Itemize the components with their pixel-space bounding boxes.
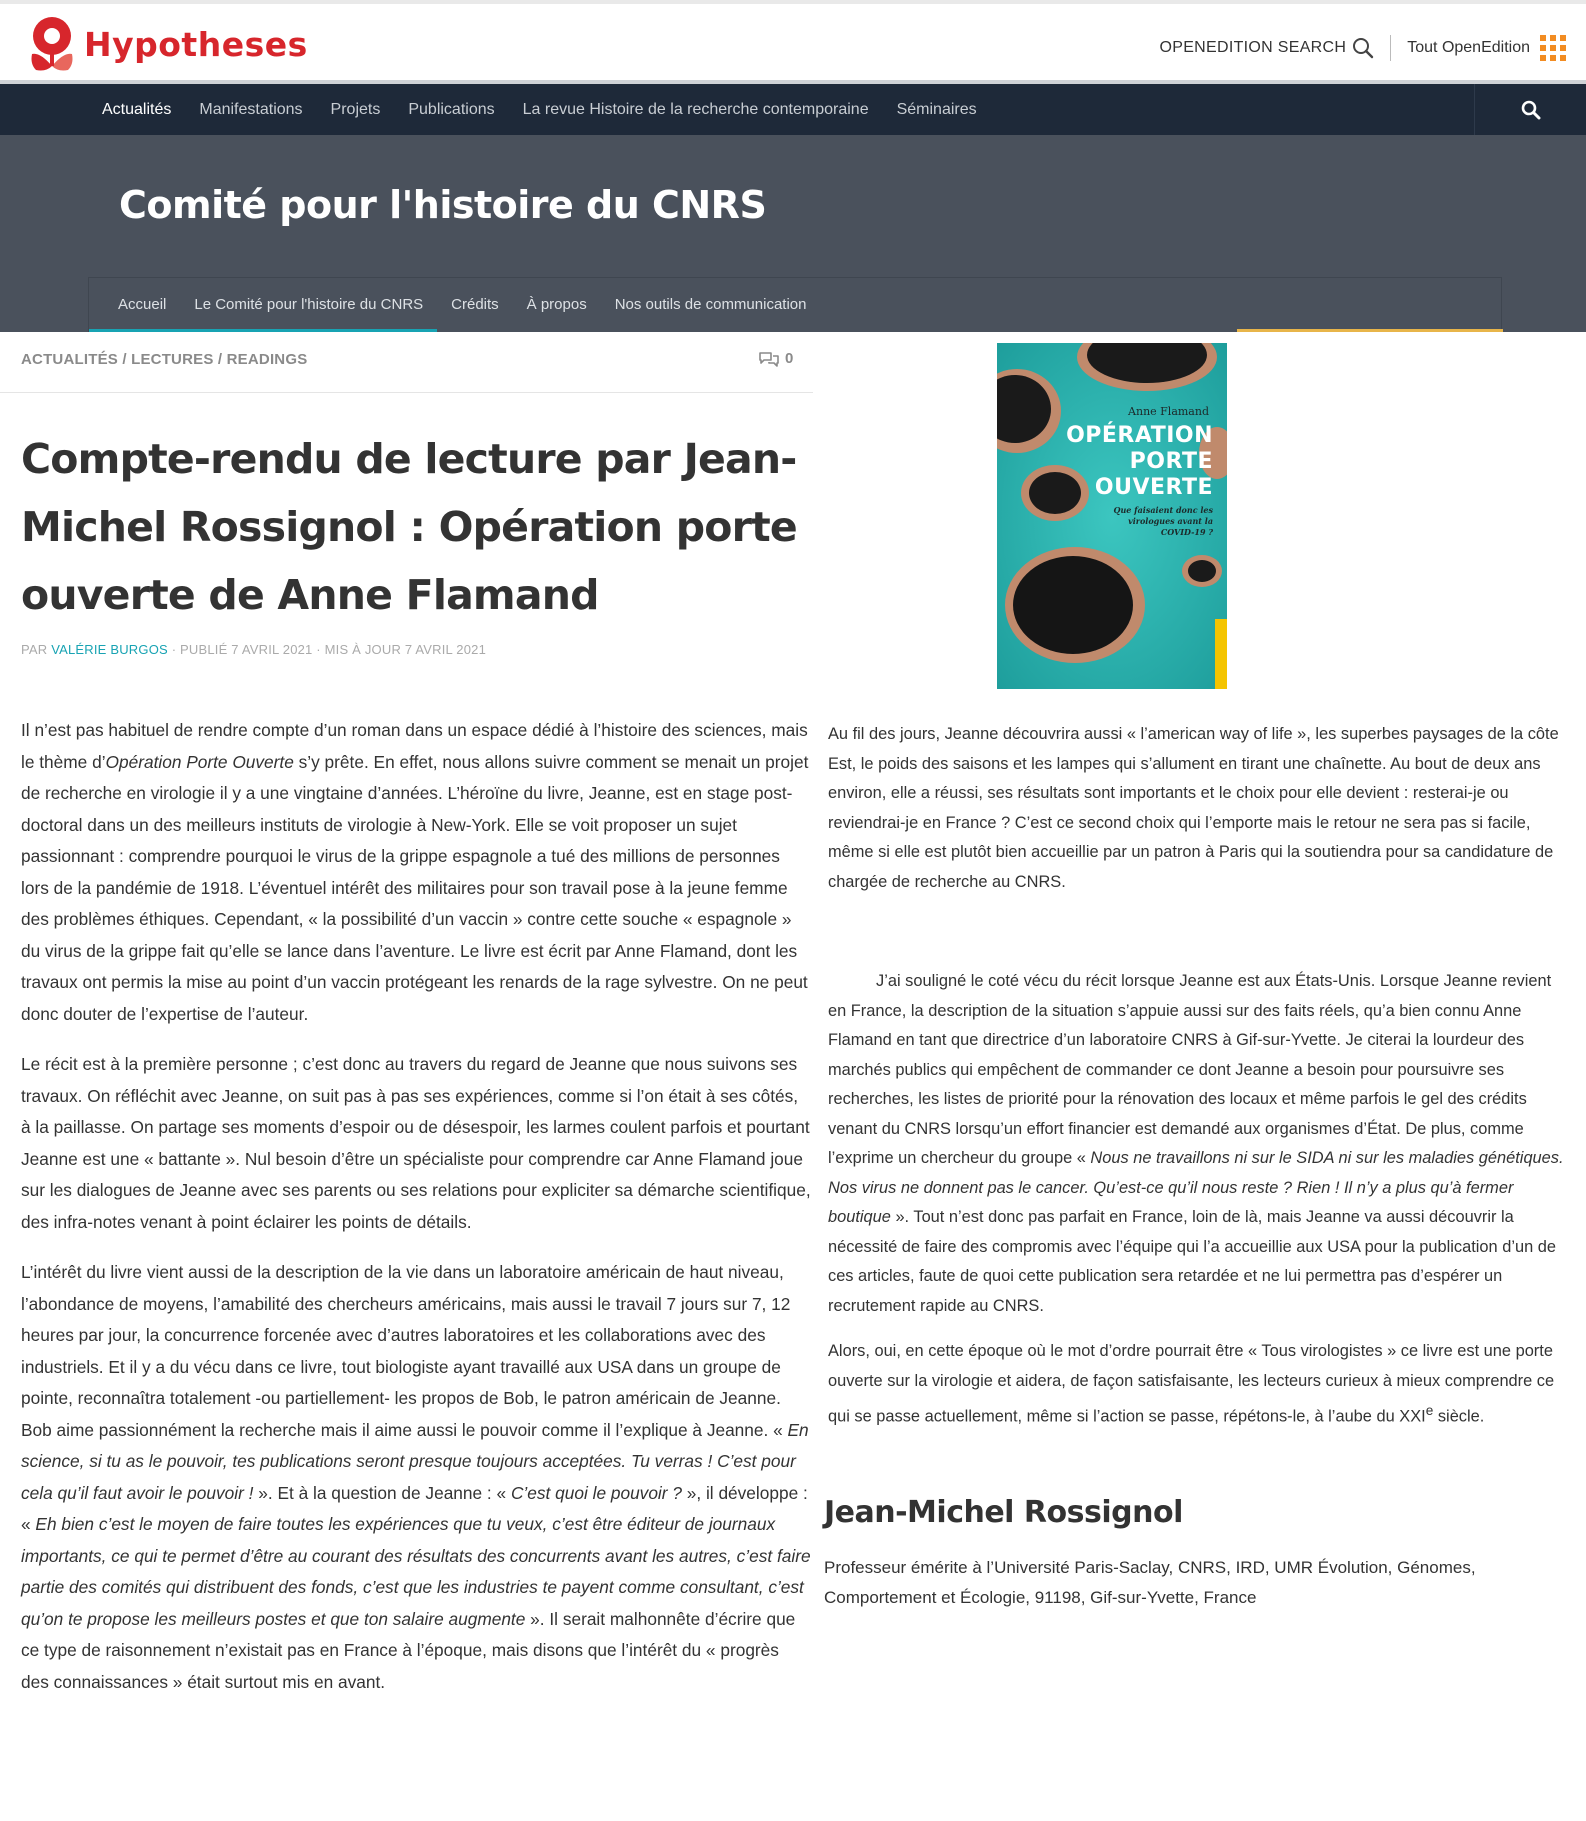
article-body-left — [21, 715, 811, 1717]
subnav-item-apropos[interactable]: À propos — [526, 296, 587, 313]
openedition-search-link[interactable] — [1159, 37, 1374, 59]
nav-item-manifestations[interactable]: Manifestations — [199, 100, 303, 118]
comment-count-link[interactable] — [758, 350, 793, 367]
hypotheses-logo[interactable] — [26, 14, 308, 74]
superscript: e — [1425, 1403, 1434, 1418]
paragraph — [21, 715, 811, 1030]
cover-accent-strip — [1215, 619, 1227, 689]
subnav-accent-yellow — [1237, 329, 1503, 332]
cover-subtitle: Que faisaient donc les virologues avant la COVID-19 ? — [1113, 505, 1213, 537]
search-icon — [1521, 100, 1541, 120]
article-byline — [21, 642, 486, 657]
text: s’y prête. En effet, nous allons suivre comment se menait un projet de recherche en virologie il y a une vingtaine d’années. L’héroïne du livre, Jeanne, est en stage post-doctoral dans un des meilleurs instituts de virologie à New-York. Elle se voit proposer un sujet passionnant : comprendre pourquoi le virus de la grippe espagnole a tué des millions de personnes lors de la pandémie de 1918. L’éventuel intérêt des militaires pour son travail pose à la jeune femme des problèmes éthiques. Cependant, « la possibilité d’un vaccin » contre cette souche « espagnole » du virus de la grippe fait qu’elle se lance dans l’aventure. Le livre est écrit par Anne Flamand, dont les travaux ont permis la mise au point d’un vaccin protégeant les renards de la rage sylvestre. On ne peut donc douter de l’expertise de l’auteur. — [21, 751, 809, 1024]
reviewer-name: Jean-Michel Rossignol — [824, 1495, 1183, 1530]
top-bar — [0, 0, 1586, 84]
logo-text: Hypotheses — [84, 24, 308, 64]
reviewer-affiliation: Professeur émérite à l’Université Paris-Saclay, CNRS, IRD, UMR Évolution, Génomes, Comportement et Écologie, 91198, Gif-sur-Yvette, France — [824, 1558, 1476, 1607]
subnav-item-credits[interactable]: Crédits — [451, 296, 499, 313]
nav-search-button[interactable] — [1474, 84, 1586, 135]
nav-item-projets[interactable]: Projets — [330, 100, 381, 118]
paragraph — [828, 1337, 1570, 1432]
quote-italic: C’est quoi le pouvoir ? — [510, 1482, 682, 1503]
paragraph — [828, 967, 1570, 1321]
quote-italic: Eh bien c’est le moyen de faire toutes les expériences que tu veux, c’est être éditeur de journaux importants, ce qui te permet d’être au courant des résultats des concurrents avant les autres, c’est faire partie des comités qui distribuent des fonds, c’est que les industries te payent comme consultant, c’est qu’on te propose les meilleurs postes et que ton salaire augmente — [21, 1514, 811, 1629]
site-header — [0, 135, 1586, 332]
text: ». Il serait malhonnête d’écrire que ce type de raisonnement n’existait pas en France à l’époque, mais disons que l’intérêt du « progrès des connaissances » était surtout mis en avant. — [21, 1608, 796, 1692]
subnav-item-comite[interactable]: Le Comité pour l'histoire du CNRS — [194, 296, 424, 313]
text: Alors, oui, en cette époque où le mot d’ordre pourrait être « Tous virologistes » ce livre est une porte ouverte sur la virologie et aidera, de façon satisfaisante, les lecteurs curieux à mieux comprendre ce qui se passe actuellement, même si l’action se passe, répétons-le, à l’aube du XXI — [828, 1342, 1555, 1426]
paragraph — [21, 1257, 811, 1698]
cover-title: OPÉRATION PORTE OUVERTE — [1066, 423, 1213, 500]
paragraph: Le récit est à la première personne ; c’est donc au travers du regard de Jeanne que nous suivons ses travaux. On réfléchit avec Jeanne, on suit pas à pas ses expériences, comme si l’on était à ses côtés, à la paillasse. On partage ses moments d’espoir ou de désespoir, les larmes coulent parfois et pourtant Jeanne est une « battante ». Nul besoin d’être un spécialiste pour comprendre car Anne Flamand joue sur les dialogues de Jeanne avec ses parents ou ses relations pour expliciter sa démarche scientifique, des infra-notes venant à point éclairer les points de détails. — [21, 1054, 811, 1232]
comment-bubble-icon — [758, 351, 780, 367]
book-cover-image — [997, 343, 1227, 689]
paragraph: Au fil des jours, Jeanne découvrira aussi « l’american way of life », les superbes paysages de la côte Est, le poids des saisons et les lampes qui s’allument en tirant une chaînette. Au bout de deux ans environ, elle a réussi, ses résultats sont importants et le choix pour elle devient : resterai-je ou reviendrai-je en France ? C’est ce second choix qui l’emporte mais le retour ne sera pas si facile, même si elle est plutôt bien accueillie par un patron à Paris qui la soutiendra pour sa candidature de chargée de recherche au CNRS. — [828, 725, 1559, 891]
grid-icon — [1540, 35, 1566, 61]
text: », il développe : « — [21, 1482, 808, 1534]
divider — [0, 392, 813, 393]
divider — [1390, 35, 1391, 61]
subnav-item-outils[interactable]: Nos outils de communication — [614, 296, 807, 313]
tout-openedition-label: Tout OpenEdition — [1407, 39, 1530, 56]
subnav-item-accueil[interactable]: Accueil — [118, 296, 167, 313]
comment-count: 0 — [785, 350, 794, 367]
text: J’ai souligné le coté vécu du récit lorsque Jeanne est aux États-Unis. Lorsque Jeanne revient en France, la description de la situation s’appuie aussi sur des faits réels, qu’a bien connu Anne Flamand en tant que directrice d’un laboratoire CNRS à Gif-sur-Yvette. Je citerai la lourdeur des marchés publics qui empêchent de commander ce dont Jeanne a besoin pour poursuivre ses recherches, les listes de priorité pour la rénovation des locaux et même parfois le gel des crédits venant du CNRS lorsqu’un effort financier est demandé aux organismes d’État. De plus, comme l’exprime un chercheur du groupe « — [828, 972, 1552, 1167]
text: L’intérêt du livre vient aussi de la description de la vie dans un laboratoire américain de haut niveau, l’abondance de moyens, l’amabilité des chercheurs américains, mais aussi le travail 7 jours sur 7, 12 heures par jour, la concurrence forcenée avec d’autres laboratoires et les collaborations avec des industriels. Et il y a du vécu dans ce livre, tout biologiste ayant travaillé aux USA dans un groupe de pointe, reconnaîtra totalement -ou partiellement- les propos de Bob, le patron américain de Jeanne. Bob aime passionnément la recherche mais il aime aussi le pouvoir comme il l’explique à Jeanne. « — [21, 1262, 791, 1440]
article-body-right — [828, 720, 1570, 1448]
text: ». Et à la question de Jeanne : « — [253, 1482, 511, 1503]
book-title-italic: Opération Porte Ouverte — [105, 751, 294, 772]
hypotheses-flower-icon — [26, 14, 78, 74]
subnav-accent-teal — [89, 329, 437, 332]
text: Il n’est pas habituel de rendre compte d’un roman dans un espace dédié à l’histoire des sciences, mais le thème d’ — [21, 720, 808, 772]
author-link[interactable]: VALÉRIE BURGOS — [51, 642, 168, 657]
quote-italic: En science, si tu as le pouvoir, tes publications seront presque toujours acceptées. Tu verras ! C’est pour cela qu’il faut avoir le pouvoir ! — [21, 1419, 809, 1503]
article-categories[interactable]: ACTUALITÉS / LECTURES / READINGS — [21, 351, 308, 368]
publication-dates: · PUBLIÉ 7 AVRIL 2021 · MIS À JOUR 7 AVRIL 2021 — [171, 642, 487, 657]
nav-item-actualites[interactable]: Actualités — [102, 100, 172, 118]
nav-item-seminaires[interactable]: Séminaires — [896, 100, 977, 118]
site-title[interactable]: Comité pour l'histoire du CNRS — [119, 183, 767, 227]
search-icon — [1352, 37, 1374, 59]
main-nav — [0, 84, 1586, 135]
byline-prefix: PAR — [21, 642, 48, 657]
sub-nav — [88, 277, 1502, 332]
tout-openedition-link[interactable] — [1407, 35, 1566, 61]
nav-item-revue[interactable]: La revue Histoire de la recherche contemporaine — [522, 100, 869, 118]
nav-item-publications[interactable]: Publications — [408, 100, 495, 118]
text: ». Tout n’est donc pas parfait en France, loin de là, mais Jeanne va aussi découvrir la nécessité de faire des compromis avec l’équipe qui l’a accueillie aux USA pour la publication d’un de ces articles, faute de quoi cette publication sera retardée et ne lui permettra pas d’espérer un recrutement rapide au CNRS. — [828, 1208, 1556, 1315]
quote-italic: Nous ne travaillons ni sur le SIDA ni sur les maladies génétiques. Nos virus ne donnent pas le cancer. Qu’est-ce qu’il nous reste ? Rien ! Il n’y a plus qu’à fermer boutique — [828, 1149, 1564, 1226]
openedition-search-label: OPENEDITION SEARCH — [1159, 39, 1347, 56]
text: siècle. — [1433, 1407, 1485, 1426]
article-title: Compte-rendu de lecture par Jean-Michel Rossignol : Opération porte ouverte de Anne Flamand — [21, 435, 797, 619]
cover-author: Anne Flamand — [1128, 405, 1209, 418]
